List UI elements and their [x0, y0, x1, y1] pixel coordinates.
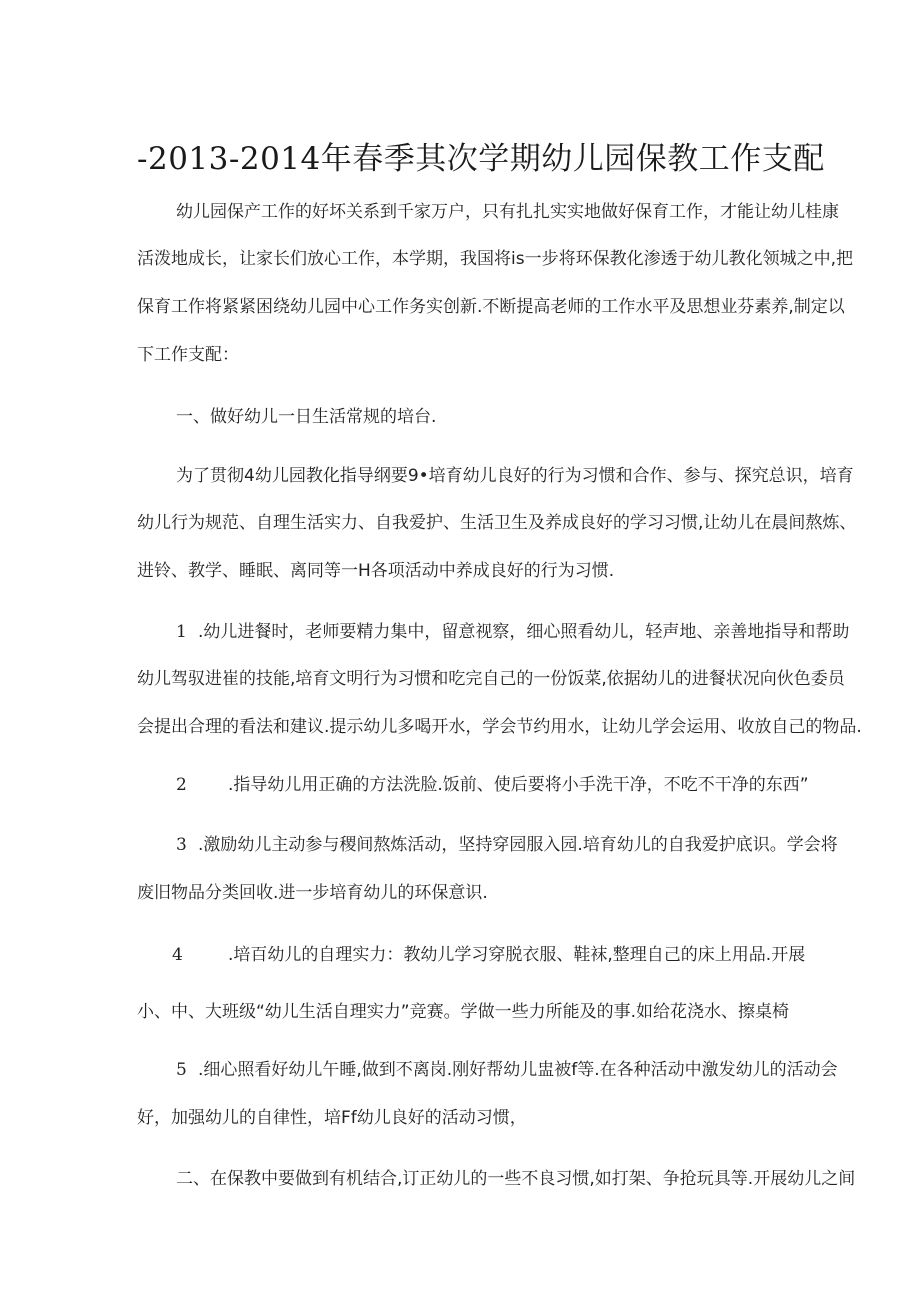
item-1-line-2: 幼儿驾驭进崔的技能,培育文明行为习惯和吃完自己的一份饭菜,依据幼儿的进餐状况向伙色委员 — [137, 669, 845, 689]
section1-line-3: 进铃、教学、睡眠、离同等一H各项活动中养成良好的行为习惯. — [137, 561, 615, 581]
document-title: -2013-2014年春季其次学期幼儿园保教工作支配 — [137, 141, 825, 177]
item-5-line-1: .细心照看好幼儿午睡,做到不离岗.刚好帮幼儿盅被f等.在各种活动中激发幼儿的活动会 — [198, 1060, 838, 1080]
item-2-line-1: .指导幼儿用正确的方法洗脸.饭前、使后要将小手洗干净，不吃不干净的东西” — [228, 775, 809, 795]
item-5-number: 5 — [176, 1060, 187, 1080]
section2-line-1: 二、在保教中要做到有机结合,订正幼儿的一些不良习惯,如打架、争抢玩具等.开展幼儿之间 — [176, 1169, 856, 1189]
section1-heading: 一、做好幼儿一日生活常规的培台. — [176, 407, 437, 427]
item-1-number: 1 — [176, 622, 187, 642]
item-3-line-1: .激励幼儿主动参与稷间熬炼活动，坚持穿园服入园.培育幼儿的自我爱护底识。学会将 — [198, 835, 838, 855]
item-3-line-2: 废旧物品分类回收.进一步培育幼儿的环保意识. — [137, 883, 488, 903]
intro-line-4: 下工作支配： — [137, 345, 239, 365]
item-5-line-2: 好，加强幼儿的自律性，培Ff幼儿良好的活动习惯， — [137, 1108, 527, 1128]
item-4-line-1: .培百幼儿的自理实力：教幼儿学习穿脱衣服、鞋袜,整理自己的床上用品.开展 — [228, 945, 806, 965]
item-1-line-1: .幼儿进餐时，老师要精力集中，留意视察，细心照看幼儿，轻声地、亲善地指导和帮助 — [198, 622, 850, 642]
section1-line-2: 幼儿行为规范、自理生活实力、自我爱护、生活卫生及养成良好的学习习惯,让幼儿在晨间熬炼、 — [137, 513, 857, 533]
intro-line-1: 幼儿园保产工作的好坏关系到千家万户，只有扎扎实实地做好保育工作，才能让幼儿桂康 — [176, 202, 839, 222]
item-3-number: 3 — [176, 835, 187, 855]
item-2-number: 2 — [176, 775, 187, 795]
item-1-line-3: 会提出合理的看法和建议.提示幼儿多喝开水，学会节约用水，让幼儿学会运用、收放自己的物品. — [137, 717, 862, 737]
section1-line-1: 为了贯彻4幼儿园教化指导纲要9•培育幼儿良好的行为习惯和合作、参与、探究总识，培育 — [176, 466, 854, 486]
item-4-number: 4 — [172, 945, 183, 965]
intro-line-2: 活泼地成长，让家长们放心工作，本学期，我国将is一步将环保教化渗透于幼儿教化领城之中,把 — [137, 249, 853, 269]
item-4-line-2: 小、中、大班级“幼儿生活自理实力”竞赛。学做一些力所能及的事.如给花浇水、擦桌椅 — [137, 1002, 790, 1022]
intro-line-3: 保育工作将紧紧困绕幼儿园中心工作务实创新.不断提高老师的工作水平及思想业芬素养,制定以 — [137, 297, 845, 317]
